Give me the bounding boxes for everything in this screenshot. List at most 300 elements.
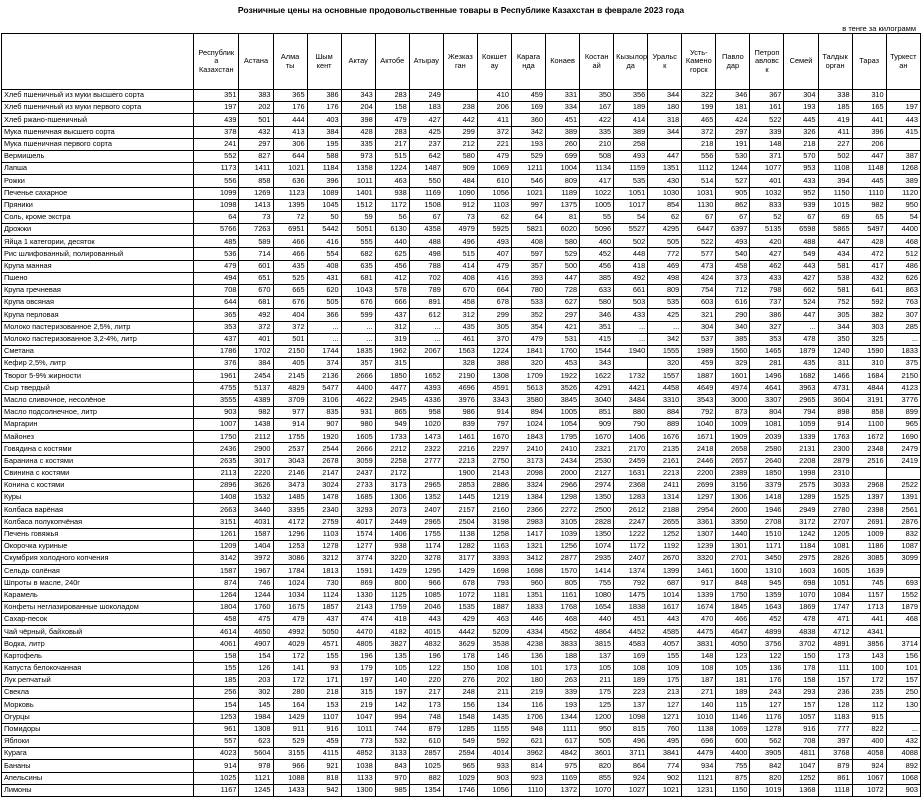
price-cell: 556 [682,150,716,162]
price-cell: 4442 [443,626,477,638]
price-cell: 5135 [750,224,784,236]
price-cell: 1406 [614,431,648,443]
table-row [2,723,921,735]
price-cell: 1277 [341,540,375,552]
table-row [2,187,921,199]
price-cell: 183 [409,102,443,114]
price-cell: 55 [580,211,614,223]
price-cell: 986 [443,406,477,418]
price-cell: 982 [852,199,886,211]
price-cell: 1417 [511,528,545,540]
price-cell: 1857 [307,601,341,613]
price-cell: 1244 [239,589,273,601]
price-cell: 1682 [784,370,818,382]
price-cell: 4182 [375,626,409,638]
price-cell: 493 [614,150,648,162]
price-cell: 50 [307,211,341,223]
price-cell: 3379 [750,480,784,492]
table-row [2,480,921,492]
price-cell: 1138 [682,723,716,735]
price-cell: 1121 [682,772,716,784]
price-cell: 2188 [648,504,682,516]
column-header: Алма ты [273,34,307,90]
price-cell: 792 [614,577,648,589]
price-cell: 458 [194,614,239,626]
price-cell: 1112 [682,163,716,175]
price-cell: 1157 [852,589,886,601]
price-cell: 4393 [409,382,443,394]
price-cell: 141 [273,662,307,674]
price-cell: 1922 [546,370,580,382]
price-cell: 290 [716,309,750,321]
price-cell: 195 [307,138,341,150]
price-cell: 339 [750,126,784,138]
price-cell: 1512 [341,199,375,211]
price-cell: 1845 [716,601,750,613]
price-cell: 3086 [273,553,307,565]
product-name: Бананы [2,760,194,772]
price-cell: 848 [716,577,750,589]
price-cell: 1285 [443,723,477,735]
price-cell: 312 [443,309,477,321]
price-cell: 1310 [750,565,784,577]
price-cell: 3043 [273,455,307,467]
price-cell: 1245 [239,784,273,796]
price-cell: 2691 [852,516,886,528]
price-cell: 1010 [682,711,716,723]
price-cell: 221 [477,138,511,150]
price-cell: 155 [307,650,341,662]
price-cell: 1351 [511,589,545,601]
price-cell: 1108 [818,163,852,175]
price-cell: 1029 [443,772,477,784]
price-cell: 320 [511,358,545,370]
price-cell: 283 [375,90,409,102]
price-cell: 515 [375,150,409,162]
price-cell: 1617 [648,601,682,613]
price-cell: 260 [546,138,580,150]
price-cell: 418 [614,260,648,272]
price-cell: 172 [852,675,886,687]
price-cell: 140 [682,699,716,711]
price-cell: 942 [307,784,341,796]
price-cell: 3555 [194,394,239,406]
price-cell: 592 [852,297,886,309]
price-cell: ... [614,321,648,333]
price-cell: 687 [648,577,682,589]
price-cell: 1085 [409,589,443,601]
price-cell: 1111 [546,723,580,735]
price-cell: 389 [614,126,648,138]
price-cell: 2857 [409,748,443,760]
price-cell: 486 [886,260,920,272]
price-cell: 1155 [477,723,511,735]
price-cell: 2419 [886,455,920,467]
price-cell: 108 [477,662,511,674]
price-cell: 408 [307,260,341,272]
price-cell: 1813 [307,565,341,577]
table-row [2,382,921,394]
price-cell: 4899 [750,626,784,638]
price-cell: 1755 [409,528,443,540]
price-cell: 1429 [443,565,477,577]
price-cell: 4696 [443,382,477,394]
price-cell: 1080 [580,589,614,601]
price-cell: 3601 [580,748,614,760]
table-row [2,528,921,540]
price-cell: 465 [682,114,716,126]
price-cell: 169 [614,650,648,662]
price-cell: 921 [307,760,341,772]
price-cell: 880 [614,406,648,418]
price-cell: 1239 [682,540,716,552]
price-cell: 370 [477,333,511,345]
price-cell: 1601 [716,370,750,382]
price-cell: 1019 [750,784,784,796]
price-cell: 3173 [375,480,409,492]
price-cell: 2143 [477,467,511,479]
price-cell: 698 [784,577,818,589]
price-cell: 6598 [784,224,818,236]
price-cell: 5604 [239,748,273,760]
product-name: Лук репчатый [2,675,194,687]
product-name: Мука пшеничная первого сорта [2,138,194,150]
price-cell: 1169 [409,187,443,199]
price-cell: 1146 [716,711,750,723]
product-name: Вермишель [2,150,194,162]
product-name: Соль, кроме экстра [2,211,194,223]
price-cell: 1205 [818,528,852,540]
price-cell: 357 [511,260,545,272]
price-cell: 577 [682,248,716,260]
price-cell: 189 [614,102,648,114]
price-cell: 804 [750,406,784,418]
price-cell: 531 [546,333,580,345]
price-cell: 496 [614,735,648,747]
price-cell: 2655 [648,516,682,528]
price-cell: 448 [614,248,648,260]
price-cell: 176 [307,102,341,114]
price-cell: 4811 [784,748,818,760]
price-cell: 384 [239,358,273,370]
price-cell: 219 [511,687,545,699]
price-cell: 123 [716,650,750,662]
price-cell: 122 [409,662,443,674]
price-cell: 1967 [239,565,273,577]
price-cell: 2965 [409,480,443,492]
price-cell: 1850 [375,370,409,382]
price-cell: 196 [409,650,443,662]
price-cell: 1134 [580,163,614,175]
price-cell: 1300 [341,784,375,796]
column-header: Атырау [409,34,443,90]
price-cell: 627 [546,297,580,309]
price-cell: 1159 [614,163,648,175]
price-cell: 882 [409,772,443,784]
price-cell: 5051 [341,224,375,236]
price-cell: 447 [852,150,886,162]
product-name: Печенье сахарное [2,187,194,199]
price-cell: 2900 [239,443,273,455]
price-cell: 73 [239,211,273,223]
price-cell: 1552 [886,589,920,601]
price-cell: 435 [273,260,307,272]
price-cell: 339 [546,687,580,699]
price-cell: 378 [194,126,239,138]
product-name: Апельсины [2,772,194,784]
price-cell: 1118 [818,784,852,796]
price-cell: 2368 [614,480,648,492]
price-cell: 172 [273,650,307,662]
price-cell: 218 [784,138,818,150]
product-name: Сельдь солёная [2,565,194,577]
price-cell: 1733 [375,431,409,443]
price-cell: 1015 [818,199,852,211]
price-cell: 664 [477,285,511,297]
price-cell: 2678 [307,455,341,467]
price-cell: 965 [886,419,920,431]
price-cell: 305 [818,309,852,321]
price-table [1,33,921,797]
price-cell: 237 [409,138,443,150]
price-cell: 3361 [682,516,716,528]
price-cell: 2449 [375,516,409,528]
product-name: Баранина с костями [2,455,194,467]
table-row [2,126,921,138]
price-cell: 276 [443,675,477,687]
price-cell: 1020 [409,419,443,431]
price-cell: 1057 [784,711,818,723]
price-cell: 2437 [341,467,375,479]
table-row [2,577,921,589]
price-cell: 1702 [239,345,273,357]
price-cell: 1989 [682,345,716,357]
price-cell: 442 [443,114,477,126]
product-name: Куры [2,492,194,504]
header-row [2,34,921,90]
price-cell: 2213 [648,467,682,479]
price-cell: 4614 [194,626,239,638]
price-cell: 1240 [818,345,852,357]
price-cell: ... [341,321,375,333]
price-cell: 1069 [477,163,511,175]
column-header: Усть- Камено горск [682,34,716,90]
price-cell: ... [784,321,818,333]
table-row [2,163,921,175]
price-cell: 554 [307,248,341,260]
price-cell: 953 [784,163,818,175]
price-cell: 623 [239,735,273,747]
price-cell: 712 [716,285,750,297]
price-cell: 1684 [852,370,886,382]
price-cell: 187 [682,675,716,687]
price-cell: 1090 [443,187,477,199]
price-cell: 307 [886,309,920,321]
column-header: Карага нда [511,34,545,90]
price-cell: 502 [614,236,648,248]
price-cell: 243 [750,687,784,699]
price-cell: 1961 [194,370,239,382]
table-row [2,467,921,479]
price-cell: 1021 [273,163,307,175]
price-cell: 112 [852,699,886,711]
price-cell: 2073 [375,504,409,516]
price-cell: 1017 [614,199,648,211]
price-cell: 1746 [443,784,477,796]
price-cell: 1005 [546,406,580,418]
price-cell: 1709 [511,370,545,382]
price-cell: 994 [375,711,409,723]
price-cell: 1755 [273,431,307,443]
price-cell: 2544 [307,443,341,455]
price-cell: 678 [477,297,511,309]
price-cell: 5497 [852,224,886,236]
price-cell: 2247 [614,516,648,528]
price-cell: 1224 [477,345,511,357]
price-cell: 4650 [239,626,273,638]
price-cell: 1652 [409,370,443,382]
price-cell: 5050 [307,626,341,638]
price-cell: 2143 [341,601,375,613]
price-cell: 344 [648,90,682,102]
price-cell: 52 [750,211,784,223]
price-cell: 344 [648,126,682,138]
price-cell: 1181 [477,589,511,601]
price-cell: 470 [682,614,716,626]
price-cell: 452 [750,614,784,626]
price-cell: 1706 [511,711,545,723]
price-cell: 3963 [784,382,818,394]
price-cell: 3831 [682,638,716,650]
table-row [2,406,921,418]
price-cell: 745 [852,577,886,589]
price-cell: 1167 [194,784,239,796]
price-cell: 915 [852,711,886,723]
price-cell: 1056 [477,187,511,199]
price-cell: 793 [477,577,511,589]
price-cell: 832 [886,528,920,540]
price-cell: 4017 [341,516,375,528]
price-cell: 1397 [852,492,886,504]
price-cell: 1946 [750,504,784,516]
price-cell: 158 [784,675,818,687]
price-cell: 1374 [614,565,648,577]
product-name: Крупа перловая [2,309,194,321]
price-cell: 2600 [716,504,750,516]
price-cell: 2340 [307,504,341,516]
price-cell: 4238 [511,638,545,650]
price-cell: 555 [341,236,375,248]
price-cell: 644 [273,150,307,162]
price-cell: 2879 [818,455,852,467]
price-cell: 146 [477,650,511,662]
price-cell: 108 [682,662,716,674]
price-cell: 153 [307,699,341,711]
price-cell: 938 [375,540,409,552]
price-cell: 101 [886,662,920,674]
price-cell: 2039 [750,431,784,443]
price-cell: 327 [750,321,784,333]
price-cell: 774 [648,760,682,772]
price-cell: 600 [716,735,750,747]
price-cell: 4891 [818,638,852,650]
price-cell: 3151 [194,516,239,528]
price-cell: 148 [682,650,716,662]
table-row [2,90,921,102]
price-cell: 1676 [648,431,682,443]
price-cell: 453 [546,358,580,370]
price-cell: 3709 [273,394,307,406]
price-cell: 5766 [194,224,239,236]
price-cell: 3905 [750,748,784,760]
price-cell: 4057 [648,638,682,650]
price-cell: 451 [614,614,648,626]
price-cell: 220 [409,675,443,687]
price-cell: 3350 [716,516,750,528]
price-cell: 1211 [511,163,545,175]
table-row [2,175,921,187]
price-cell: 1084 [818,589,852,601]
price-cell: 805 [546,577,580,589]
price-cell: 2666 [341,443,375,455]
price-cell: 914 [477,406,511,418]
price-cell: 466 [273,236,307,248]
price-cell: 873 [716,406,750,418]
price-cell: 461 [443,333,477,345]
price-cell: 3024 [307,480,341,492]
price-cell: 100 [852,662,886,674]
price-cell: 3000 [716,394,750,406]
price-cell: 1339 [682,589,716,601]
price-cell: 814 [511,760,545,772]
price-cell: 916 [784,723,818,735]
price-cell: 3212 [307,553,341,565]
price-cell: 665 [273,285,307,297]
table-row [2,224,921,236]
price-cell: 3604 [818,394,852,406]
price-cell: 2150 [273,345,307,357]
price-cell: 421 [546,321,580,333]
price-cell: 1804 [194,601,239,613]
price-cell: 1670 [477,431,511,443]
price-cell: 1264 [194,589,239,601]
price-cell: 385 [580,272,614,284]
price-cell: 356 [614,90,648,102]
price-cell: 2537 [273,443,307,455]
price-cell: 2322 [409,443,443,455]
price-cell: 580 [443,150,477,162]
price-cell: 2112 [239,431,273,443]
table-row [2,394,921,406]
price-cell: 193 [784,102,818,114]
price-cell: 283 [375,126,409,138]
price-cell: 863 [886,285,920,297]
price-cell: 1784 [273,565,307,577]
price-cell: 4058 [852,748,886,760]
price-cell: 3173 [511,455,545,467]
price-cell: 2170 [614,443,648,455]
column-header: Семей [784,34,818,90]
price-cell: 176 [750,675,784,687]
price-cell: 4477 [375,382,409,394]
product-name: Хлеб пшеничный из муки первого сорта [2,102,194,114]
product-name: Картофель [2,650,194,662]
price-cell: 1258 [477,528,511,540]
price-cell: 2974 [580,480,614,492]
column-header: Актау [341,34,375,90]
table-row [2,540,921,552]
price-cell: 891 [409,297,443,309]
